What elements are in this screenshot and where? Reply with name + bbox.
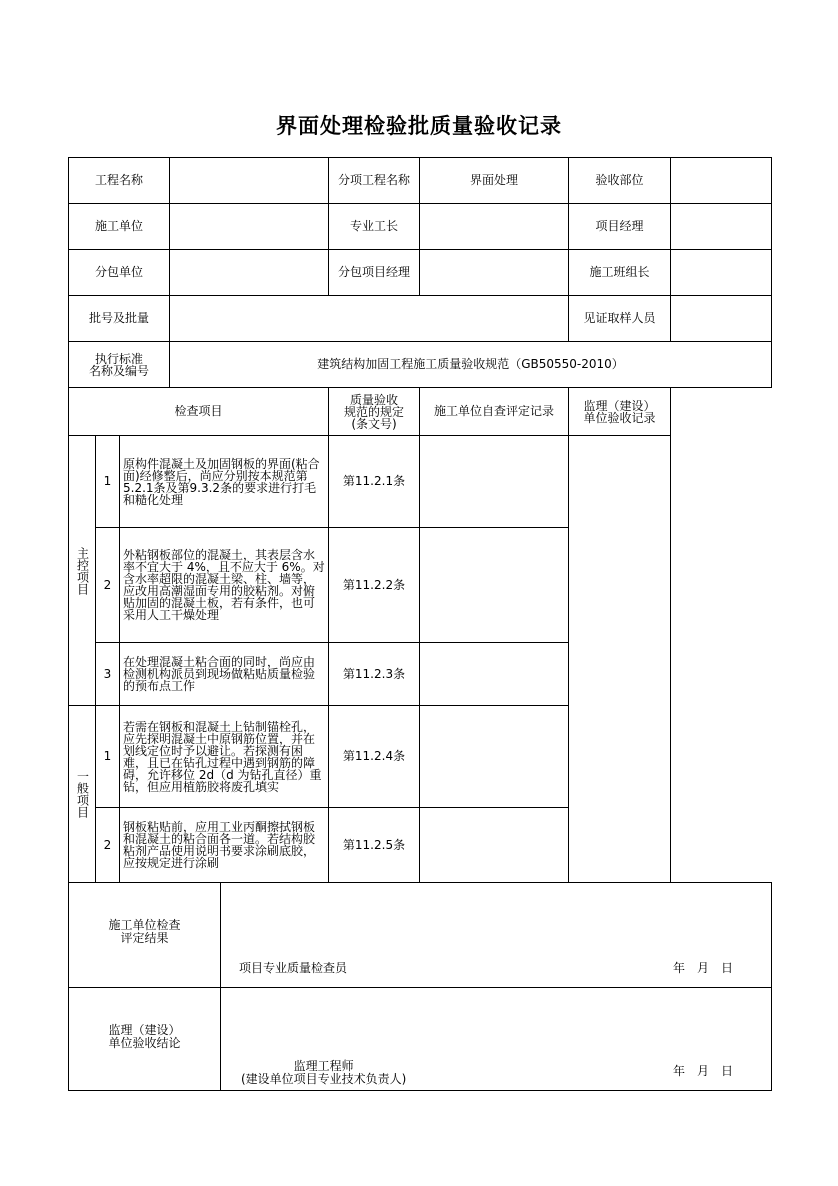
item-clause: 第11.2.5条 [329, 808, 420, 883]
acceptance-part-label: 验收部位 [569, 158, 671, 204]
items-column-header: 检查项目 [69, 388, 329, 436]
self-check-field[interactable] [420, 528, 569, 643]
standard-value: 建筑结构加固工程施工质量验收规范（GB50550-2010） [170, 342, 772, 388]
subcontractor-field[interactable] [170, 250, 329, 296]
sub-project-value[interactable]: 界面处理 [420, 158, 569, 204]
construction-result-field[interactable] [221, 883, 772, 988]
date-label: 年 月 日 [672, 1064, 733, 1078]
project-manager-field[interactable] [671, 204, 772, 250]
engineer-label: 监理工程师 (建设单位项目专业技术负责人) [241, 1059, 407, 1086]
general-items-category: 一般项目 [69, 706, 96, 883]
construction-unit-field[interactable] [170, 204, 329, 250]
subcontractor-label: 分包单位 [69, 250, 170, 296]
foreman-label: 专业工长 [329, 204, 420, 250]
page-title: 界面处理检验批质量验收记录 [276, 114, 562, 138]
item-number: 1 [96, 436, 120, 528]
supervisor-record-field[interactable] [569, 436, 671, 883]
batch-label: 批号及批量 [69, 296, 170, 342]
construction-result-label: 施工单位检查 评定结果 [108, 918, 181, 945]
supervisor-conclusion-label: 监理（建设） 单位验收结论 [108, 1023, 181, 1050]
project-name-field[interactable] [170, 158, 329, 204]
self-check-field[interactable] [420, 808, 569, 883]
sub-pm-field[interactable] [420, 250, 569, 296]
supervisor-column-header: 监理（建设） 单位验收记录 [569, 388, 671, 436]
supervisor-conclusion-field[interactable] [221, 988, 772, 1091]
inspector-label: 项目专业质量检查员 [239, 961, 348, 975]
self-check-column-header: 施工单位自查评定记录 [420, 388, 569, 436]
standard-label: 执行标准 名称及编号 [69, 342, 170, 388]
sub-project-label: 分项工程名称 [329, 158, 420, 204]
self-check-field[interactable] [420, 436, 569, 528]
item-clause: 第11.2.1条 [329, 436, 420, 528]
acceptance-record-table [68, 157, 772, 1091]
project-manager-label: 项目经理 [569, 204, 671, 250]
item-number: 2 [96, 808, 120, 883]
date-label: 年 月 日 [672, 961, 733, 975]
item-clause: 第11.2.4条 [329, 706, 420, 808]
item-description: 在处理混凝土粘合面的同时，尚应由检测机构派员到现场做粘贴质量检验的预布点工作 [120, 643, 329, 706]
item-description: 外粘钢板部位的混凝土，其表层含水率不宜大于 4%，且不应大于 6%。对含水率超限的混凝土梁、柱、墙等，应改用高潮湿面专用的胶粘剂。对俯贴加固的混凝土板，若有条件，也可采用人工干燥处理 [120, 528, 329, 643]
item-number: 2 [96, 528, 120, 643]
acceptance-part-field[interactable] [671, 158, 772, 204]
project-name-label: 工程名称 [69, 158, 170, 204]
foreman-field[interactable] [420, 204, 569, 250]
team-leader-label: 施工班组长 [569, 250, 671, 296]
self-check-field[interactable] [420, 706, 569, 808]
item-clause: 第11.2.2条 [329, 528, 420, 643]
table-row [69, 436, 772, 528]
item-description: 若需在钢板和混凝土上钻制锚栓孔，应先探明混凝土中原钢筋位置，并在划线定位时予以避让。若探测有困难，且已在钻孔过程中遇到钢筋的障碍，允许移位 2d（d 为钻孔直径）重钻，但应用植筋胶将废孔填实 [120, 706, 329, 808]
item-clause: 第11.2.3条 [329, 643, 420, 706]
spec-column-header: 质量验收 规范的规定 (条文号) [329, 388, 420, 436]
item-number: 3 [96, 643, 120, 706]
witness-label: 见证取样人员 [569, 296, 671, 342]
item-number: 1 [96, 706, 120, 808]
self-check-field[interactable] [420, 643, 569, 706]
item-description: 钢板粘贴前，应用工业丙酮擦拭钢板和混凝土的粘合面各一道。若结构胶粘剂产品使用说明书要求涂刷底胶，应按规定进行涂刷 [120, 808, 329, 883]
item-description: 原构件混凝土及加固钢板的界面(粘合面)经修整后，尚应分别按本规范第5.2.1条及第9.3.2条的要求进行打毛和糙化处理 [120, 436, 329, 528]
batch-field[interactable] [170, 296, 569, 342]
team-leader-field[interactable] [671, 250, 772, 296]
witness-field[interactable] [671, 296, 772, 342]
sub-pm-label: 分包项目经理 [329, 250, 420, 296]
main-items-category: 主控项目 [69, 436, 96, 706]
construction-unit-label: 施工单位 [69, 204, 170, 250]
